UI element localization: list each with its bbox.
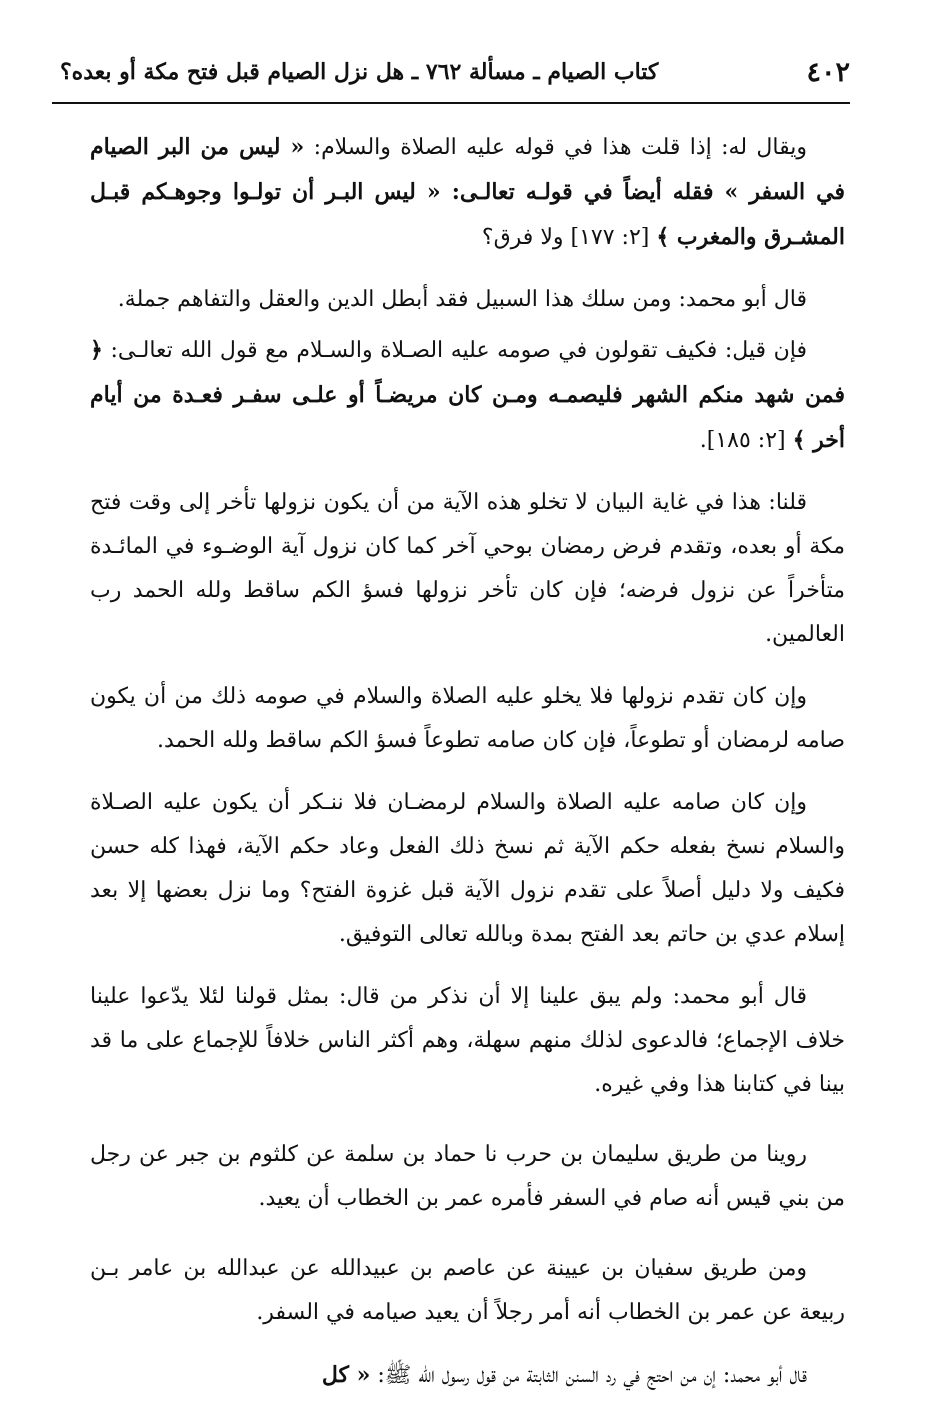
paragraph	[90, 975, 845, 1107]
header-divider	[52, 102, 850, 104]
paragraph	[90, 675, 845, 763]
quoted-text: « كل	[321, 1362, 371, 1388]
quoted-text: ﴿ فمن شهد منكم الشهر فليصمـه ومـن كان مريضـاً أو علـى سفـر فعـدة من أيام أخر ﴾	[90, 337, 845, 453]
text-segment: قال أبو محمد: ولم يبق علينا إلا أن نذكر من قال: بمثل قولنا لئلا يدّعوا علينا خلاف الإجماع؛ فالدعوى لذلك منهم سهلة، وهم أكثر الناس خلافاً للإجماع على ما قد بينا في كتابنا هذا وفي غيره.	[90, 984, 845, 1097]
text-segment: ويقال له: إذا قلت هذا في قوله عليه الصلاة والسلام:	[304, 135, 807, 160]
page-body	[90, 125, 845, 1416]
paragraph	[90, 278, 845, 322]
text-segment: قال أبو محمد: ومن سلك هذا السبيل فقد أبطل الدين والعقل والتفاهم جملة.	[117, 287, 807, 312]
text-segment: روينا من طريق سليمان بن حرب نا حماد بن سلمة عن كلثوم بن جبر عن رجل من بني قيس أنه صام في السفر فأمره عمر بن الخطاب أن يعيد.	[90, 1142, 845, 1211]
page-number: ٤٠٢	[806, 56, 850, 88]
text-segment: فإن قيل: فكيف تقولون في صومه عليه الصـلاة والسـلام مع قول الله تعالـى:	[102, 338, 807, 363]
paragraph	[90, 481, 845, 657]
paragraph	[90, 125, 845, 260]
paragraph	[90, 328, 845, 463]
page-header	[60, 52, 850, 92]
paragraph	[90, 1133, 845, 1221]
text-segment: قال أبو محمد: إن من احتج في رد السنن الثابتة من قول رسول الله ﷺ:	[370, 1363, 807, 1388]
verse-reference: [٢: ١٨٥].	[699, 428, 793, 453]
quoted-text: « ليس من البر الصيام في السفر » فقله أيضاً في قولـه تعالـى: « ليس البـر أن تولـوا وجوهـكم قبـل المشـرق والمغرب ﴾	[90, 134, 845, 250]
verse-reference: [٢: ١٧٧] ولا فرق؟	[481, 225, 657, 250]
text-segment: وإن كان تقدم نزولها فلا يخلو عليه الصلاة والسلام في صومه ذلك من أن يكون صامه لرمضان أو تطوعاً، فإن كان صامه تطوعاً فسؤ الكم ساقط ولله الحمد.	[90, 684, 845, 753]
paragraph	[90, 781, 845, 957]
text-segment: وإن كان صامه عليه الصلاة والسلام لرمضـان فلا ننـكر أن يكون عليه الصـلاة والسلام نسخ بفعله حكم الآية ثم نسخ ذلك الفعل وعاد حكم الآية، فهذا كله حسن فكيف ولا دليل أصلاً على تقدم نزول الآية قبل غزوة الفتح؟ وما نزل بعضها إلا بعد إسلام عدي بن حاتم بعد الفتح بمدة وبالله تعالى التوفيق.	[90, 790, 845, 947]
text-segment: ومن طريق سفيان بن عيينة عن عاصم بن عبيدالله عن عبدالله بن عامر بـن ربيعة عن عمر بن الخطاب أنه أمر رجلاً أن يعيد صيامه في السفر.	[90, 1256, 845, 1325]
running-title: كتاب الصيام ـ مسألة ٧٦٢ ـ هل نزل الصيام قبل فتح مكة أو بعده؟	[60, 59, 659, 85]
paragraph	[90, 1247, 845, 1335]
paragraph	[90, 1353, 845, 1398]
text-segment: قلنا: هذا في غاية البيان لا تخلو هذه الآية من أن يكون نزولها تأخر إلى وقت فتح مكة أو بعده، وتقدم فرض رمضان بوحي آخر كما كان نزول آية الوضـوء في المائـدة متأخراً عن نزول فرضه؛ فإن كان تأخر نزولها فسؤ الكم ساقط ولله الحمد رب العالمين.	[90, 490, 845, 647]
